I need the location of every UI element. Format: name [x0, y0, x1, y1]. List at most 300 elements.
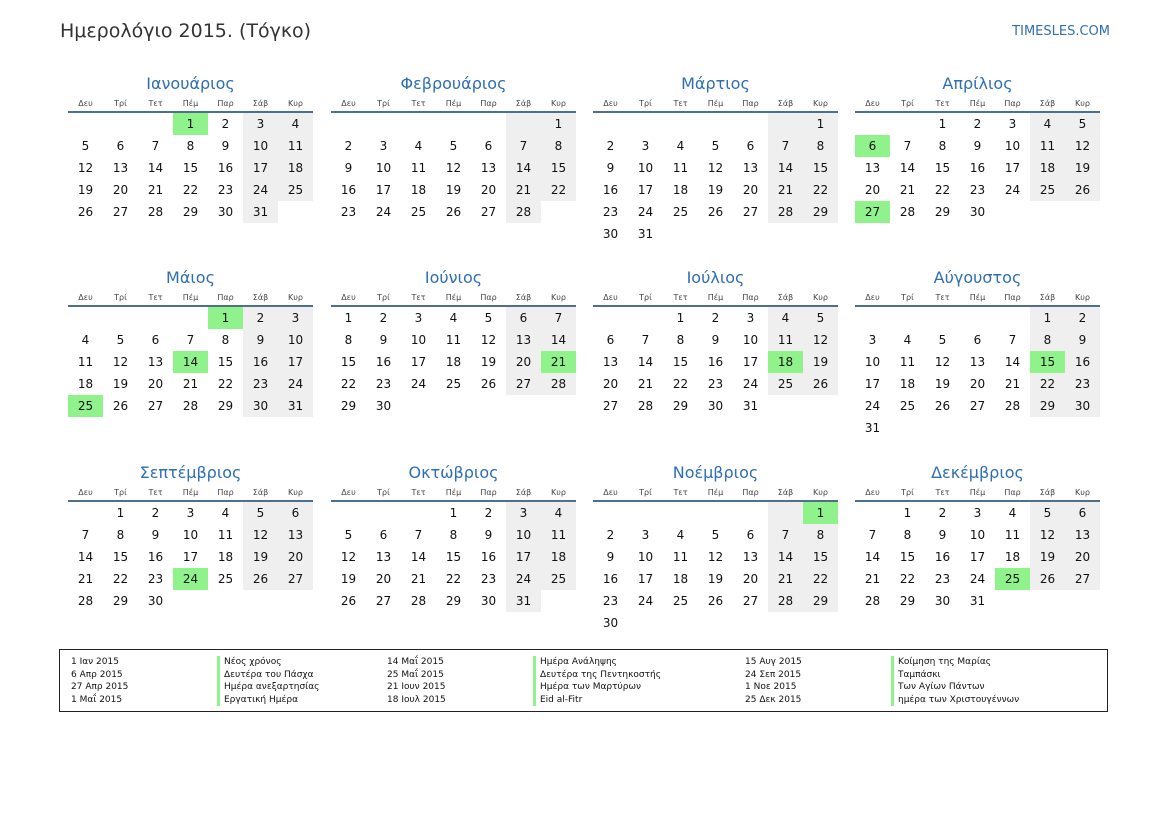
weekday-label: Δευ [865, 293, 880, 302]
weekday-label: Κυρ [551, 293, 566, 302]
weekday-header [331, 486, 576, 502]
day-cell: 9 [379, 333, 388, 347]
weekday-header [855, 291, 1100, 307]
day-cell: 2 [379, 311, 388, 325]
day-cell: 1 [938, 117, 947, 131]
day-cell: 28 [77, 594, 94, 608]
day-grid [855, 502, 1100, 612]
day-cell: 2 [606, 528, 615, 542]
day-cell: 5 [1065, 113, 1100, 135]
day-grid [331, 307, 576, 417]
day-cell: 8 [116, 528, 125, 542]
day-cell: 4 [414, 139, 423, 153]
day-cell: 26 [707, 205, 724, 219]
month-calendar [593, 462, 838, 634]
empty-cell [68, 113, 103, 135]
day-cell: 19 [707, 183, 724, 197]
day-cell: 8 [449, 528, 458, 542]
day-cell: 3 [278, 307, 313, 329]
day-cell: 25 [445, 377, 462, 391]
day-cell: 18 [1030, 157, 1065, 179]
weekday-label: Σάβ [252, 488, 269, 497]
day-cell: 29 [182, 205, 199, 219]
day-cell: 26 [243, 568, 278, 590]
day-cell: 28 [182, 399, 199, 413]
weekday-label: Τετ [411, 99, 426, 108]
holiday-name: ημέρα των Χριστουγέννων [891, 694, 1019, 707]
holiday-name: Εργατική Ημέρα [217, 694, 298, 707]
holiday-day: 15 [1030, 351, 1065, 373]
day-cell: 23 [480, 572, 497, 586]
weekday-label: Σάβ [1039, 99, 1056, 108]
day-cell: 5 [116, 333, 125, 347]
day-cell: 26 [340, 594, 357, 608]
weekday-header [68, 486, 313, 502]
day-cell: 3 [243, 113, 278, 135]
weekday-label: Σάβ [252, 293, 269, 302]
day-cell: 30 [217, 205, 234, 219]
weekday-label: Δευ [865, 488, 880, 497]
empty-cell [960, 307, 995, 329]
day-cell: 19 [934, 377, 951, 391]
weekday-label: Δευ [341, 293, 356, 302]
holiday-date: 1 Μαΐ 2015 [71, 694, 123, 705]
brand-link[interactable]: TIMESLES.COM [1012, 24, 1110, 39]
holiday-name: Ταμπάσκι [891, 669, 941, 682]
day-cell: 16 [969, 161, 986, 175]
day-cell: 15 [803, 157, 838, 179]
day-cell: 26 [480, 377, 497, 391]
day-cell: 1 [344, 311, 353, 325]
day-cell: 28 [768, 590, 803, 612]
day-cell: 23 [1065, 373, 1100, 395]
weekday-label: Πέμ [707, 488, 724, 497]
day-cell: 17 [375, 183, 392, 197]
day-cell: 1 [676, 311, 685, 325]
day-cell: 11 [1030, 135, 1065, 157]
legend-row [745, 681, 1065, 694]
day-cell: 27 [112, 205, 129, 219]
day-cell: 22 [934, 183, 951, 197]
day-cell: 20 [278, 546, 313, 568]
holiday-date: 18 Ιουλ 2015 [387, 694, 446, 705]
day-cell: 30 [480, 594, 497, 608]
weekday-label: Τρί [639, 99, 652, 108]
weekday-label: Δευ [78, 293, 93, 302]
day-cell: 8 [1030, 329, 1065, 351]
empty-cell [506, 113, 541, 135]
empty-cell [890, 307, 925, 329]
day-cell: 19 [707, 572, 724, 586]
weekday-label: Πέμ [969, 293, 986, 302]
day-cell: 15 [899, 550, 916, 564]
day-cell: 8 [803, 135, 838, 157]
weekday-label: Τετ [411, 293, 426, 302]
day-cell: 1 [1030, 307, 1065, 329]
day-cell: 17 [742, 355, 759, 369]
weekday-label: Παρ [742, 488, 759, 497]
day-cell: 10 [243, 135, 278, 157]
day-cell: 26 [803, 373, 838, 395]
weekday-label: Τρί [901, 293, 914, 302]
day-cell: 25 [768, 373, 803, 395]
day-cell: 10 [864, 355, 881, 369]
day-cell: 20 [602, 377, 619, 391]
month-name: Οκτώβριος [408, 463, 499, 482]
weekday-header [331, 97, 576, 113]
day-cell: 13 [112, 161, 129, 175]
day-cell: 28 [768, 201, 803, 223]
day-cell: 3 [379, 139, 388, 153]
day-cell: 14 [1004, 355, 1021, 369]
day-cell: 17 [506, 546, 541, 568]
day-cell: 26 [934, 399, 951, 413]
month-name: Φεβρουάριος [400, 74, 507, 93]
day-cell: 22 [182, 183, 199, 197]
day-cell: 17 [182, 550, 199, 564]
weekday-label: Σάβ [1039, 488, 1056, 497]
day-cell: 3 [506, 502, 541, 524]
day-cell: 13 [1065, 524, 1100, 546]
day-cell: 5 [449, 139, 458, 153]
holiday-date: 21 Ιουν 2015 [387, 682, 446, 693]
day-cell: 4 [221, 506, 230, 520]
legend-column [745, 656, 1065, 706]
day-cell: 12 [340, 550, 357, 564]
day-cell: 3 [746, 311, 755, 325]
legend-row [71, 656, 391, 669]
day-cell: 9 [243, 329, 278, 351]
month-name: Δεκέμβριος [931, 463, 1024, 482]
day-cell: 13 [278, 524, 313, 546]
day-cell: 21 [410, 572, 427, 586]
weekday-label: Τρί [901, 488, 914, 497]
day-cell: 19 [480, 355, 497, 369]
day-cell: 12 [803, 329, 838, 351]
day-cell: 20 [112, 183, 129, 197]
empty-cell [663, 502, 698, 524]
day-cell: 14 [637, 355, 654, 369]
day-cell: 17 [1004, 161, 1021, 175]
month-calendar [593, 73, 838, 245]
day-cell: 21 [768, 179, 803, 201]
day-cell: 26 [707, 594, 724, 608]
day-cell: 18 [278, 157, 313, 179]
day-cell: 9 [221, 139, 230, 153]
month-calendar [68, 267, 313, 417]
weekday-label: Κυρ [288, 99, 303, 108]
day-cell: 9 [606, 161, 615, 175]
day-cell: 16 [707, 355, 724, 369]
day-cell: 19 [112, 377, 129, 391]
day-cell: 3 [641, 139, 650, 153]
month-calendar [331, 73, 576, 223]
holiday-name: Ημέρα των Μαρτύρων [533, 681, 641, 694]
day-cell: 26 [1030, 568, 1065, 590]
day-cell: 17 [637, 183, 654, 197]
holiday-date: 25 Δεκ 2015 [745, 694, 802, 705]
day-cell: 28 [1004, 399, 1021, 413]
day-cell: 20 [506, 351, 541, 373]
empty-cell [855, 113, 890, 135]
weekday-label: Πέμ [969, 99, 986, 108]
day-cell: 2 [243, 307, 278, 329]
holiday-date: 25 Μαΐ 2015 [387, 669, 444, 680]
day-cell: 23 [147, 572, 164, 586]
empty-cell [593, 307, 628, 329]
weekday-label: Δευ [603, 488, 618, 497]
day-cell: 6 [278, 502, 313, 524]
day-cell: 25 [278, 179, 313, 201]
holiday-day: 1 [803, 502, 838, 524]
empty-cell [628, 113, 663, 135]
day-cell: 15 [934, 161, 951, 175]
day-cell: 17 [278, 351, 313, 373]
weekday-label: Τρί [901, 99, 914, 108]
day-cell: 12 [112, 355, 129, 369]
day-cell: 9 [344, 161, 353, 175]
empty-cell [855, 502, 890, 524]
empty-cell [366, 502, 401, 524]
day-cell: 8 [676, 333, 685, 347]
day-cell: 27 [602, 399, 619, 413]
weekday-label: Παρ [742, 293, 759, 302]
weekday-label: Σάβ [252, 99, 269, 108]
day-cell: 15 [672, 355, 689, 369]
weekday-label: Δευ [603, 99, 618, 108]
day-cell: 10 [410, 333, 427, 347]
weekday-label: Παρ [1004, 488, 1021, 497]
day-cell: 20 [969, 377, 986, 391]
day-cell: 4 [541, 502, 576, 524]
day-cell: 20 [375, 572, 392, 586]
weekday-label: Σάβ [1039, 293, 1056, 302]
day-cell: 26 [112, 399, 129, 413]
day-cell: 22 [340, 377, 357, 391]
day-cell: 1 [449, 506, 458, 520]
day-cell: 10 [742, 333, 759, 347]
day-cell: 15 [182, 161, 199, 175]
day-cell: 20 [147, 377, 164, 391]
day-cell: 8 [903, 528, 912, 542]
day-cell: 27 [506, 373, 541, 395]
day-cell: 4 [768, 307, 803, 329]
day-cell: 14 [147, 161, 164, 175]
day-cell: 23 [217, 183, 234, 197]
day-cell: 16 [217, 161, 234, 175]
day-cell: 4 [1030, 113, 1065, 135]
day-cell: 31 [742, 399, 759, 413]
weekday-label: Σάβ [777, 488, 794, 497]
day-cell: 17 [969, 550, 986, 564]
weekday-label: Κυρ [288, 293, 303, 302]
day-cell: 2 [344, 139, 353, 153]
day-cell: 27 [969, 399, 986, 413]
weekday-label: Κυρ [1075, 99, 1090, 108]
weekday-label: Πέμ [182, 99, 199, 108]
weekday-header [68, 97, 313, 113]
holiday-day: 27 [855, 201, 890, 223]
day-cell: 1 [803, 113, 838, 135]
day-cell: 12 [1065, 135, 1100, 157]
day-cell: 7 [186, 333, 195, 347]
day-cell: 19 [803, 351, 838, 373]
weekday-label: Τετ [411, 488, 426, 497]
day-cell: 24 [637, 594, 654, 608]
day-cell: 16 [602, 572, 619, 586]
day-cell: 2 [151, 506, 160, 520]
day-cell: 14 [768, 546, 803, 568]
day-cell: 29 [217, 399, 234, 413]
weekday-label: Τετ [935, 99, 950, 108]
weekday-label: Τρί [377, 488, 390, 497]
day-cell: 26 [77, 205, 94, 219]
holiday-name: Δευτέρα του Πάσχα [217, 669, 314, 682]
weekday-header [331, 291, 576, 307]
day-cell: 22 [445, 572, 462, 586]
day-cell: 6 [484, 139, 493, 153]
weekday-label: Παρ [1004, 99, 1021, 108]
day-cell: 22 [672, 377, 689, 391]
day-cell: 12 [707, 550, 724, 564]
day-cell: 21 [637, 377, 654, 391]
day-cell: 18 [77, 377, 94, 391]
weekday-label: Παρ [217, 293, 234, 302]
day-grid [855, 113, 1100, 223]
legend-row [71, 681, 391, 694]
day-cell: 4 [676, 139, 685, 153]
day-cell: 27 [278, 568, 313, 590]
day-cell: 7 [1008, 333, 1017, 347]
empty-cell [103, 307, 138, 329]
day-cell: 30 [934, 594, 951, 608]
day-cell: 1 [116, 506, 125, 520]
weekday-label: Τρί [114, 99, 127, 108]
weekday-label: Παρ [217, 99, 234, 108]
day-cell: 31 [278, 395, 313, 417]
weekday-header [593, 291, 838, 307]
day-cell: 4 [676, 528, 685, 542]
empty-cell [471, 113, 506, 135]
weekday-label: Κυρ [288, 488, 303, 497]
month-calendar [68, 73, 313, 223]
legend-row [71, 669, 391, 682]
day-cell: 19 [1030, 546, 1065, 568]
day-cell: 29 [112, 594, 129, 608]
empty-cell [890, 113, 925, 135]
day-cell: 13 [375, 550, 392, 564]
day-cell: 19 [445, 183, 462, 197]
day-cell: 7 [506, 135, 541, 157]
weekday-label: Τετ [148, 293, 163, 302]
holiday-name: Eid al-Fitr [533, 694, 582, 707]
day-cell: 8 [803, 524, 838, 546]
day-cell: 21 [147, 183, 164, 197]
day-cell: 2 [606, 139, 615, 153]
day-cell: 6 [379, 528, 388, 542]
day-cell: 15 [445, 550, 462, 564]
weekday-label: Σάβ [777, 99, 794, 108]
empty-cell [436, 113, 471, 135]
day-cell: 5 [938, 333, 947, 347]
day-cell: 16 [480, 550, 497, 564]
weekday-label: Τρί [377, 293, 390, 302]
weekday-label: Δευ [341, 99, 356, 108]
legend-row [387, 694, 707, 707]
holiday-day: 24 [173, 568, 208, 590]
day-cell: 20 [480, 183, 497, 197]
day-cell: 24 [637, 205, 654, 219]
day-cell: 25 [1030, 179, 1065, 201]
day-cell: 30 [602, 227, 619, 241]
holiday-date: 24 Σεπ 2015 [745, 669, 802, 680]
holiday-name: Κοίμηση της Μαρίας [891, 656, 991, 669]
empty-cell [698, 113, 733, 135]
day-cell: 3 [186, 506, 195, 520]
day-cell: 20 [864, 183, 881, 197]
day-grid [593, 307, 838, 417]
day-cell: 28 [410, 594, 427, 608]
day-grid [68, 502, 313, 612]
holiday-day: 25 [995, 568, 1030, 590]
day-cell: 24 [864, 399, 881, 413]
day-cell: 31 [506, 590, 541, 612]
day-cell: 9 [1065, 329, 1100, 351]
day-cell: 3 [414, 311, 423, 325]
weekday-label: Δευ [603, 293, 618, 302]
page-title: Ημερολόγιο 2015. (Τόγκο) [60, 20, 312, 42]
holiday-day: 21 [541, 351, 576, 373]
day-grid [593, 113, 838, 245]
day-cell: 6 [973, 333, 982, 347]
weekday-label: Κυρ [813, 488, 828, 497]
day-cell: 23 [969, 183, 986, 197]
day-cell: 28 [864, 594, 881, 608]
day-cell: 2 [938, 506, 947, 520]
day-cell: 17 [864, 377, 881, 391]
day-cell: 15 [217, 355, 234, 369]
day-cell: 6 [606, 333, 615, 347]
day-cell: 21 [768, 568, 803, 590]
day-cell: 4 [1008, 506, 1017, 520]
day-cell: 13 [864, 161, 881, 175]
day-cell: 13 [742, 161, 759, 175]
weekday-label: Δευ [341, 488, 356, 497]
holiday-name: Των Αγίων Πάντων [891, 681, 985, 694]
weekday-label: Παρ [217, 488, 234, 497]
day-cell: 10 [969, 528, 986, 542]
holiday-date: 6 Απρ 2015 [71, 669, 123, 680]
day-cell: 28 [541, 373, 576, 395]
weekday-label: Παρ [1004, 293, 1021, 302]
day-cell: 29 [445, 594, 462, 608]
day-cell: 15 [340, 355, 357, 369]
empty-cell [768, 502, 803, 524]
day-cell: 16 [243, 351, 278, 373]
day-cell: 20 [742, 183, 759, 197]
day-cell: 3 [868, 333, 877, 347]
day-grid [68, 113, 313, 223]
day-cell: 24 [506, 568, 541, 590]
empty-cell [733, 502, 768, 524]
weekday-label: Τετ [148, 99, 163, 108]
day-cell: 4 [81, 333, 90, 347]
day-cell: 16 [147, 550, 164, 564]
weekday-label: Τετ [673, 293, 688, 302]
month-name: Νοέμβριος [672, 463, 759, 482]
day-cell: 7 [768, 135, 803, 157]
day-cell: 24 [375, 205, 392, 219]
